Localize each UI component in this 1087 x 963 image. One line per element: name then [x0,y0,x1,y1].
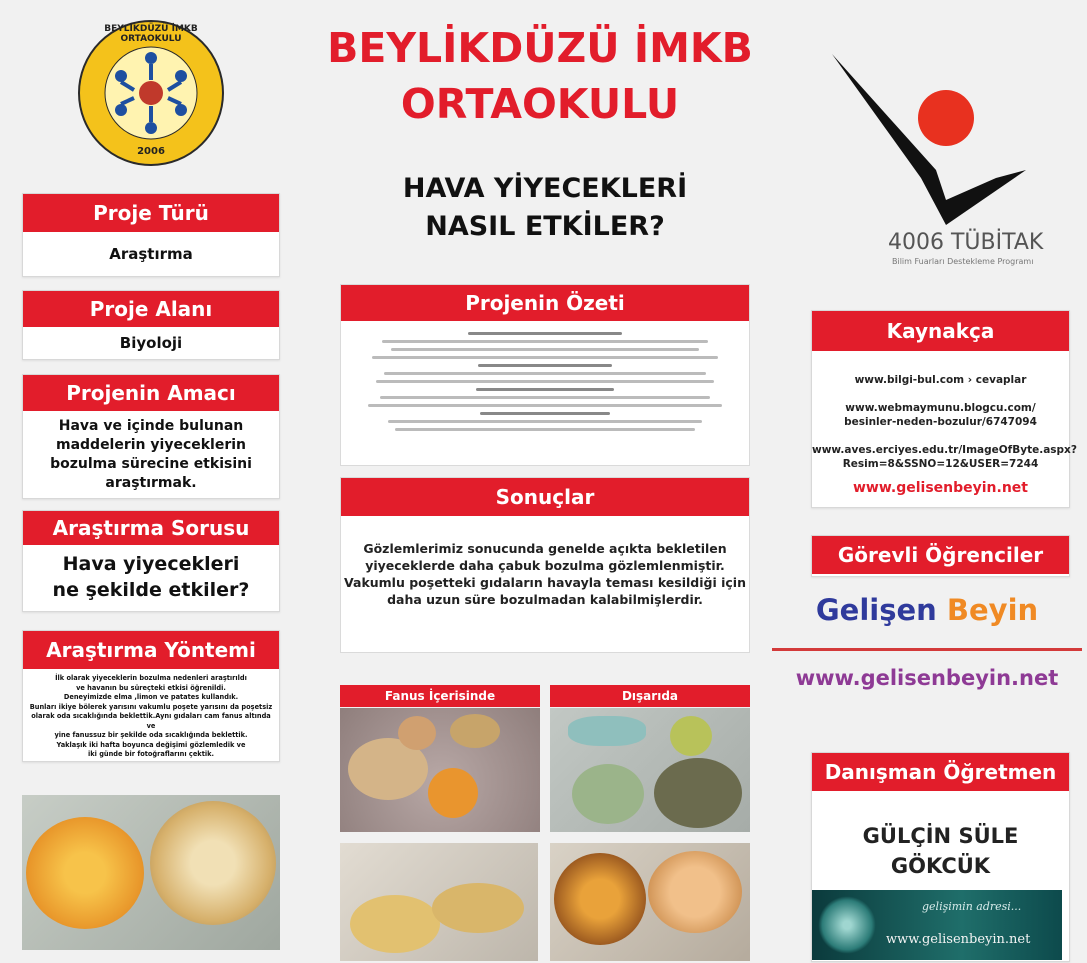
students-card [811,535,1070,577]
references-list [812,351,1077,496]
photo-outside [550,708,750,832]
method-line: iki günde bir fotoğraflarını çektik. [88,750,214,758]
results-line: daha uzun süre bozulmadan kalabilmişlerdir. [387,592,703,607]
reference-site-link[interactable]: www.gelisenbeyin.net [852,480,1028,496]
tubitak-subtitle: Bilim Fuarları Destekleme Programı [892,257,1034,266]
summary-card [340,284,750,466]
photo-rotten-food [550,843,750,961]
results-line: Vakumlu poşetteki gıdaların havayla teması kesildiği için [344,575,746,590]
question-line: Hava yiyecekleri [62,553,240,575]
method-line: Deneyimizde elma ,limon ve patates kullandık. [63,693,239,701]
project-type-card [22,193,280,277]
brand-logo [772,593,1082,627]
method-line: İlk olarak yiyeceklerin bozulma nedenleri araştırıldı [55,674,247,682]
purpose-header: Projenin Amacı [23,375,279,411]
purpose-line: Hava ve içinde bulunan [58,418,244,434]
references-card [811,310,1077,508]
photo-vacuum-bag [340,843,538,961]
school-logo [76,18,226,168]
project-area-card [22,290,280,360]
method-line: yine fanussuz bir şekilde oda sıcaklığında beklettik. [54,731,248,739]
references-header: Kaynakça [812,311,1069,351]
summary-header: Projenin Özeti [341,285,749,321]
project-title [340,170,750,246]
brand-word1: Gelişen [815,593,937,627]
purpose-line: araştırmak. [105,475,197,491]
method-text [23,669,279,760]
brand-word2: Beyin [946,593,1039,627]
project-type-header: Proje Türü [23,194,279,232]
results-header: Sonuçlar [341,478,749,516]
banner-tagline: gelişimin adresi... [922,900,1022,913]
results-line: Gözlemlerimiz sonucunda genelde açıkta bekletilen [363,541,727,556]
project-type-value: Araştırma [109,245,193,263]
advisor-name [812,791,1069,881]
question-text [23,545,279,603]
photo-label-inside: Fanus İçerisinde [340,685,540,707]
logo-ring-text: BEYLİKDÜZÜ İMKB ORTAOKULU [104,24,198,44]
brand-divider [772,648,1082,651]
project-area-header: Proje Alanı [23,291,279,327]
method-header: Araştırma Yöntemi [23,631,279,669]
method-line: ve havanın bu süreçteki etkisi öğrenildi. [76,683,226,692]
banner-url[interactable]: www.gelisenbeyin.net [886,932,1031,947]
tubitak-name: 4006 TÜBİTAK [888,230,1044,255]
results-text [341,516,749,608]
purpose-line: maddelerin yiyeceklerin [55,437,247,453]
lemon-photo [22,795,280,950]
question-header: Araştırma Sorusu [23,511,279,545]
method-line: Yaklaşık iki hafta boyunca değişimi gözlemledik ve [56,740,246,749]
brand-banner [812,890,1062,960]
reference-item[interactable]: www.webmaymunu.blogcu.com/ [845,402,1036,414]
reference-item[interactable]: www.bilgi-bul.com › cevaplar [854,374,1027,386]
tubitak-logo [826,50,1066,275]
method-line: olarak oda sıcaklığında beklettik.Aynı gıdaları cam fanus altında ve [31,712,271,730]
school-title-line2: ORTAOKULU [400,80,680,128]
purpose-card [22,374,280,499]
results-line: yiyeceklerde daha çabuk bozulma gözlemlenmiştir. [365,558,725,573]
summary-text-block [341,321,749,442]
question-card [22,510,280,612]
advisor-name-line2: GÖKCÜK [890,854,991,878]
reference-item[interactable]: Resim=8&SSNO=12&USER=7244 [842,458,1039,470]
project-title-line1: HAVA YİYECEKLERİ [402,173,688,204]
project-area-value: Biyoloji [119,334,183,352]
brain-icon [818,896,876,954]
students-header: Görevli Öğrenciler [812,536,1069,574]
brand-url[interactable]: www.gelisenbeyin.net [795,666,1059,690]
purpose-text [23,411,279,493]
photo-inside-jar [340,708,540,832]
project-title-line2: NASIL ETKİLER? [425,211,665,242]
school-title-line1: BEYLİKDÜZÜ İMKB [327,24,753,72]
advisor-header: Danışman Öğretmen [812,753,1069,791]
method-line: Bunları ikiye bölerek yarısını vakumlu poşete yarısını da poşetsiz [29,702,273,711]
reference-item[interactable]: www.aves.erciyes.edu.tr/ImageOfByte.aspx? [812,444,1077,456]
photo-label-outside: Dışarıda [550,685,750,707]
results-card [340,477,750,653]
purpose-line: bozulma sürecine etkisini [50,456,252,472]
advisor-name-line1: GÜLÇİN SÜLE [862,824,1019,848]
logo-year: 2006 [137,146,165,157]
method-card [22,630,280,762]
reference-item[interactable]: besinler-neden-bozulur/6747094 [844,416,1037,428]
school-title [300,20,780,132]
question-line: ne şekilde etkiler? [52,579,250,601]
